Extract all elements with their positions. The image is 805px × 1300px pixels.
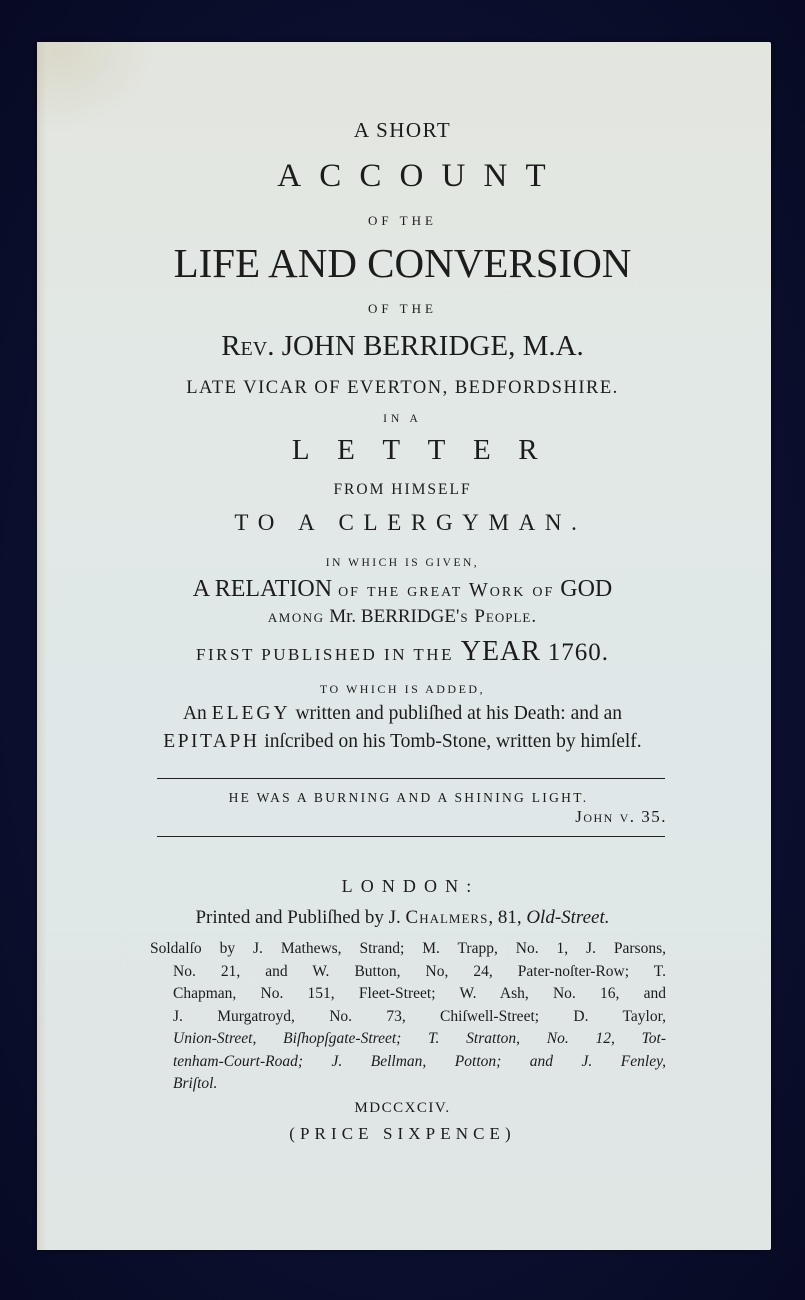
title-line-of-the-1: OF THE (368, 213, 437, 228)
date-roman: MDCCXCIV. (354, 1100, 451, 1116)
title-line-account: ACCOUNT (277, 158, 564, 194)
top-rule (157, 778, 665, 779)
elegy-c: written and publiſhed at his Death: and an (295, 703, 623, 724)
sellers-line: Union-Street, Biſhopſgate-Street; T. Stratton, No. 12, Tot- (173, 1030, 666, 1047)
elegy-b: ELEGY (211, 703, 291, 724)
title-line-life-and-conversion: LIFE AND CONVERSION (173, 240, 632, 286)
title-line-a-short: A SHORT (353, 118, 452, 142)
relation-b: of the great Work of (338, 579, 555, 601)
author-prefix: Rev. (221, 330, 275, 362)
first-pub-b: YEAR (460, 636, 541, 667)
author-office: LATE VICAR OF EVERTON, BEDFORDSHIRE. (186, 378, 619, 398)
first-published-line (0, 636, 805, 668)
first-pub-c: 1760. (547, 639, 609, 666)
sellers-line: No. 21, and W. Button, No, 24, Pater-noſter-Row; T. (173, 962, 666, 980)
sellers-line: tenham-Court-Road; J. Bellman, Potton; and J. Fenley, (173, 1052, 666, 1070)
relation-line (0, 576, 805, 603)
motto-reference: John v. 35. (575, 807, 667, 826)
title-line-letter: LETTER (291, 434, 566, 466)
author-line (0, 330, 805, 363)
among-a: among (267, 606, 325, 627)
sellers-line: Soldalſo by J. Mathews, Strand; M. Trapp, No. 1, J. Parsons, (150, 940, 666, 957)
elegy-line (0, 703, 805, 725)
epitaph-b: inſcribed on his Tomb-Stone, written by himſelf. (264, 731, 642, 752)
sellers-line: J. Murgatroyd, No. 73, Chiſwell-Street; D. Taylor, (173, 1007, 666, 1025)
printer-b: Chalmers (405, 907, 489, 928)
title-line-in-which: IN WHICH IS GIVEN, (325, 557, 480, 569)
elegy-a: An (182, 703, 207, 724)
printer-d: Old-Street. (526, 907, 610, 928)
printer-c: , 81, (488, 907, 522, 928)
price: (PRICE SIXPENCE) (289, 1124, 516, 1143)
epitaph-a: EPITAPH (163, 731, 260, 752)
among-line (0, 606, 805, 628)
among-c: 's People. (455, 606, 538, 627)
epitaph-line (0, 731, 805, 753)
title-line-of-the-2: OF THE (368, 301, 437, 316)
among-b: Mr. BERRIDGE (329, 606, 456, 627)
sellers-line: Chapman, No. 151, Fleet-Street; W. Ash, No. 16, and (173, 985, 666, 1002)
relation-a: A RELATION (192, 576, 333, 602)
title-line-from-himself: FROM HIMSELF (333, 481, 472, 498)
author-name: JOHN BERRIDGE, M.A. (281, 330, 584, 362)
title-line-in-a: IN A (383, 413, 422, 425)
first-pub-a: FIRST PUBLISHED IN THE (196, 645, 454, 664)
imprint-city: LONDON: (341, 876, 480, 896)
printer-a: Printed and Publiſhed by J. (195, 907, 401, 928)
relation-c: GOD (560, 576, 613, 602)
title-line-to-a-clergyman: TO A CLERGYMAN. (234, 510, 587, 535)
imprint-printer (0, 907, 805, 929)
bottom-rule (157, 836, 665, 837)
sellers-block (150, 938, 666, 1096)
to-which-added-line: TO WHICH IS ADDED, (319, 682, 486, 696)
sellers-line: Briſtol. (173, 1075, 218, 1092)
motto: HE WAS A BURNING AND A SHINING LIGHT. (228, 790, 589, 805)
